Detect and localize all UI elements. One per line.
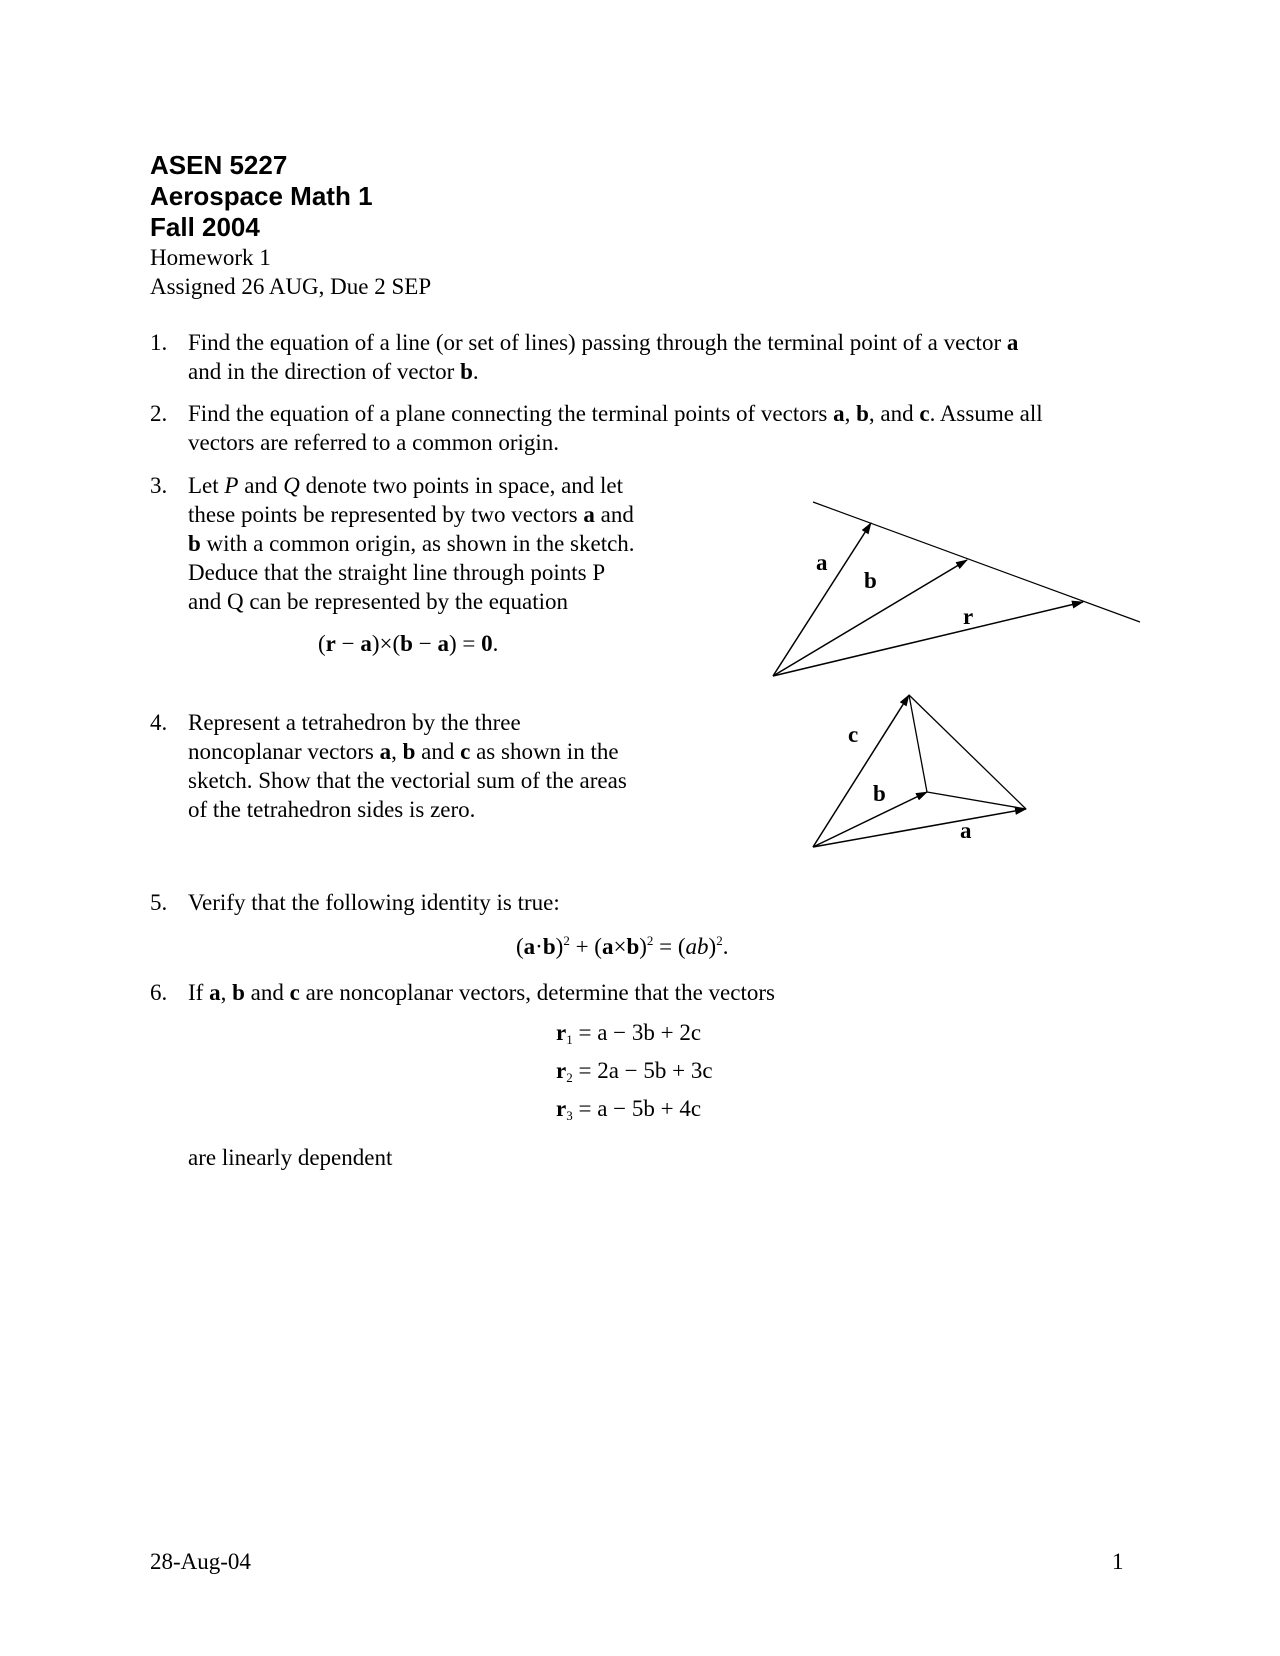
problem-2-number: 2. — [150, 401, 168, 426]
problem-4-number: 4. — [150, 710, 168, 735]
problem-2-text: Find the equation of a plane connecting the terminal points of vectors a, b, and c. Assume all vectors are referred to a common origin. — [188, 401, 1043, 455]
problem-5-text: Verify that the following identity is true: — [188, 890, 560, 915]
tetrahedron-figure — [800, 685, 1040, 855]
label-a: a — [816, 550, 828, 575]
course-title: Aerospace Math 1 — [150, 181, 373, 211]
problem-1-number: 1. — [150, 330, 168, 355]
label-c: c — [848, 722, 859, 747]
page-number: 1 — [1112, 1549, 1124, 1574]
vector-a-arrow — [813, 809, 1026, 847]
vector-r-arrow — [773, 602, 1083, 676]
vector-a-arrow — [773, 523, 871, 676]
vector-r2-equation: $r_2 = 2a - 5b + 3c$ — [556, 1058, 713, 1085]
vector-r1-equation: $r_1 = a - 3b + 2c$ — [556, 1020, 702, 1047]
problem-6-number: 6. — [150, 980, 168, 1005]
problem-1-text: Find the equation of a line (or set of lines) passing through the terminal point of a vector a and in the direction of vector b. — [188, 330, 1019, 384]
straight-line — [813, 502, 1140, 622]
problem-6-conclusion: are linearly dependent — [188, 1145, 393, 1170]
line-through-points-figure — [760, 490, 1150, 680]
course-number: ASEN 5227 — [150, 150, 288, 180]
footer-date: 28-Aug-04 — [150, 1549, 251, 1574]
problem-6-text: If a, b and c are noncoplanar vectors, determine that the vectors — [188, 980, 775, 1005]
label-b: b — [873, 781, 886, 806]
document-header — [150, 150, 431, 301]
label-b: b — [864, 568, 877, 593]
term: Fall 2004 — [150, 212, 260, 242]
label-r: r — [963, 604, 974, 629]
problem-4-text: Represent a tetrahedron by the three noncoplanar vectors a, b and c as shown in the sketch. Show that the vectorial sum of the areas of the tetrahedron sides is zero. — [188, 710, 627, 822]
vector-r3-equation: $r_3 = a - 5b + 4c$ — [556, 1096, 702, 1123]
homework-title: Homework 1 — [150, 245, 271, 270]
identity-equation: $(a\cdot b)^2 + (a\times b)^2 = (ab)^2$. — [516, 933, 729, 959]
problem-3-number: 3. — [150, 473, 168, 498]
assignment-dates: Assigned 26 AUG, Due 2 SEP — [150, 274, 432, 299]
problem-5-number: 5. — [150, 890, 168, 915]
problem-3-text: Let P and Q denote two points in space, and let these points be represented by two vectors a and b with a common origin, as shown in the sketch. Deduce that the straight line through points P and Q can be represented by the equation — [188, 473, 635, 614]
equation-line: (r − a)×(b − a) = 0. — [318, 631, 499, 656]
label-a: a — [960, 818, 972, 843]
